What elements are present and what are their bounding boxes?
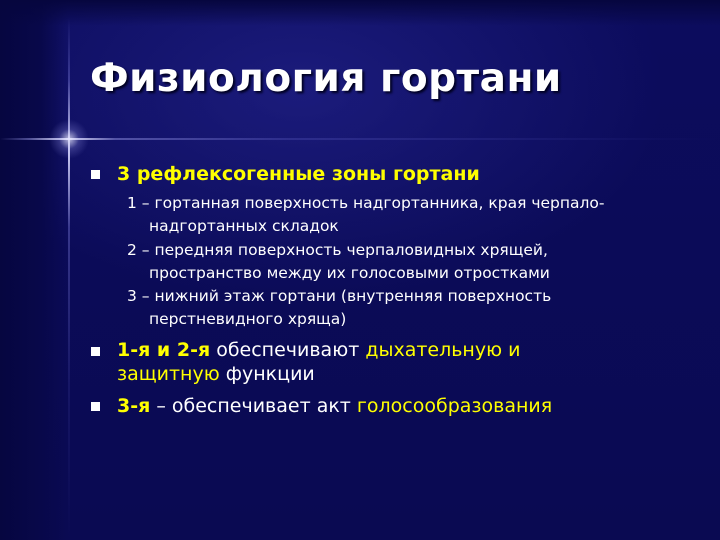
vertical-line-decoration [68, 18, 70, 540]
sub-item-2-line2: пространство между их голосовыми отростками [149, 263, 550, 282]
bullet-2-highlight-2: защитную [117, 363, 220, 385]
bullet-2-text [117, 338, 677, 386]
sub-item-3-line1: 3 – нижний этаж гортани (внутренняя поверхность [127, 287, 552, 306]
slide-title: Физиология гортани [90, 56, 562, 101]
bullet-square-icon [91, 347, 100, 356]
bullet-2-highlight-1: дыхательную и [365, 339, 521, 361]
sub-item-1-line1: 1 – гортанная поверхность надгортанника, края черпало- [127, 194, 605, 212]
bullet-square-icon [91, 402, 100, 411]
sub-item-2-line1: 2 – передняя поверхность черпаловидных хрящей, [127, 240, 548, 259]
horizontal-line-decoration [0, 138, 720, 140]
bullet-3-bold: 3-я [117, 395, 151, 417]
bullet-2-end: функции [219, 363, 315, 385]
sub-item-3 [127, 285, 551, 332]
sub-item-1 [127, 192, 605, 239]
bullet-3-text [117, 394, 677, 418]
sub-item-2 [127, 239, 550, 286]
left-band-decoration [0, 0, 68, 540]
bullet-1-text: 3 рефлексогенные зоны гортани [117, 163, 480, 185]
sub-item-3-line2: перстневидного хряща) [149, 310, 347, 329]
bullet-3-mid: – обеспечивает акт [150, 395, 357, 417]
top-band-decoration [0, 0, 720, 26]
sub-item-1-line2: надгортанных складок [149, 217, 339, 236]
bullet-2-bold: 1-я и 2-я [117, 339, 211, 361]
bullet-2-mid: обеспечивают [210, 339, 366, 361]
bullet-3-highlight: голосообразования [356, 395, 553, 417]
bullet-square-icon [91, 170, 100, 179]
cross-glow-decoration [49, 119, 89, 159]
